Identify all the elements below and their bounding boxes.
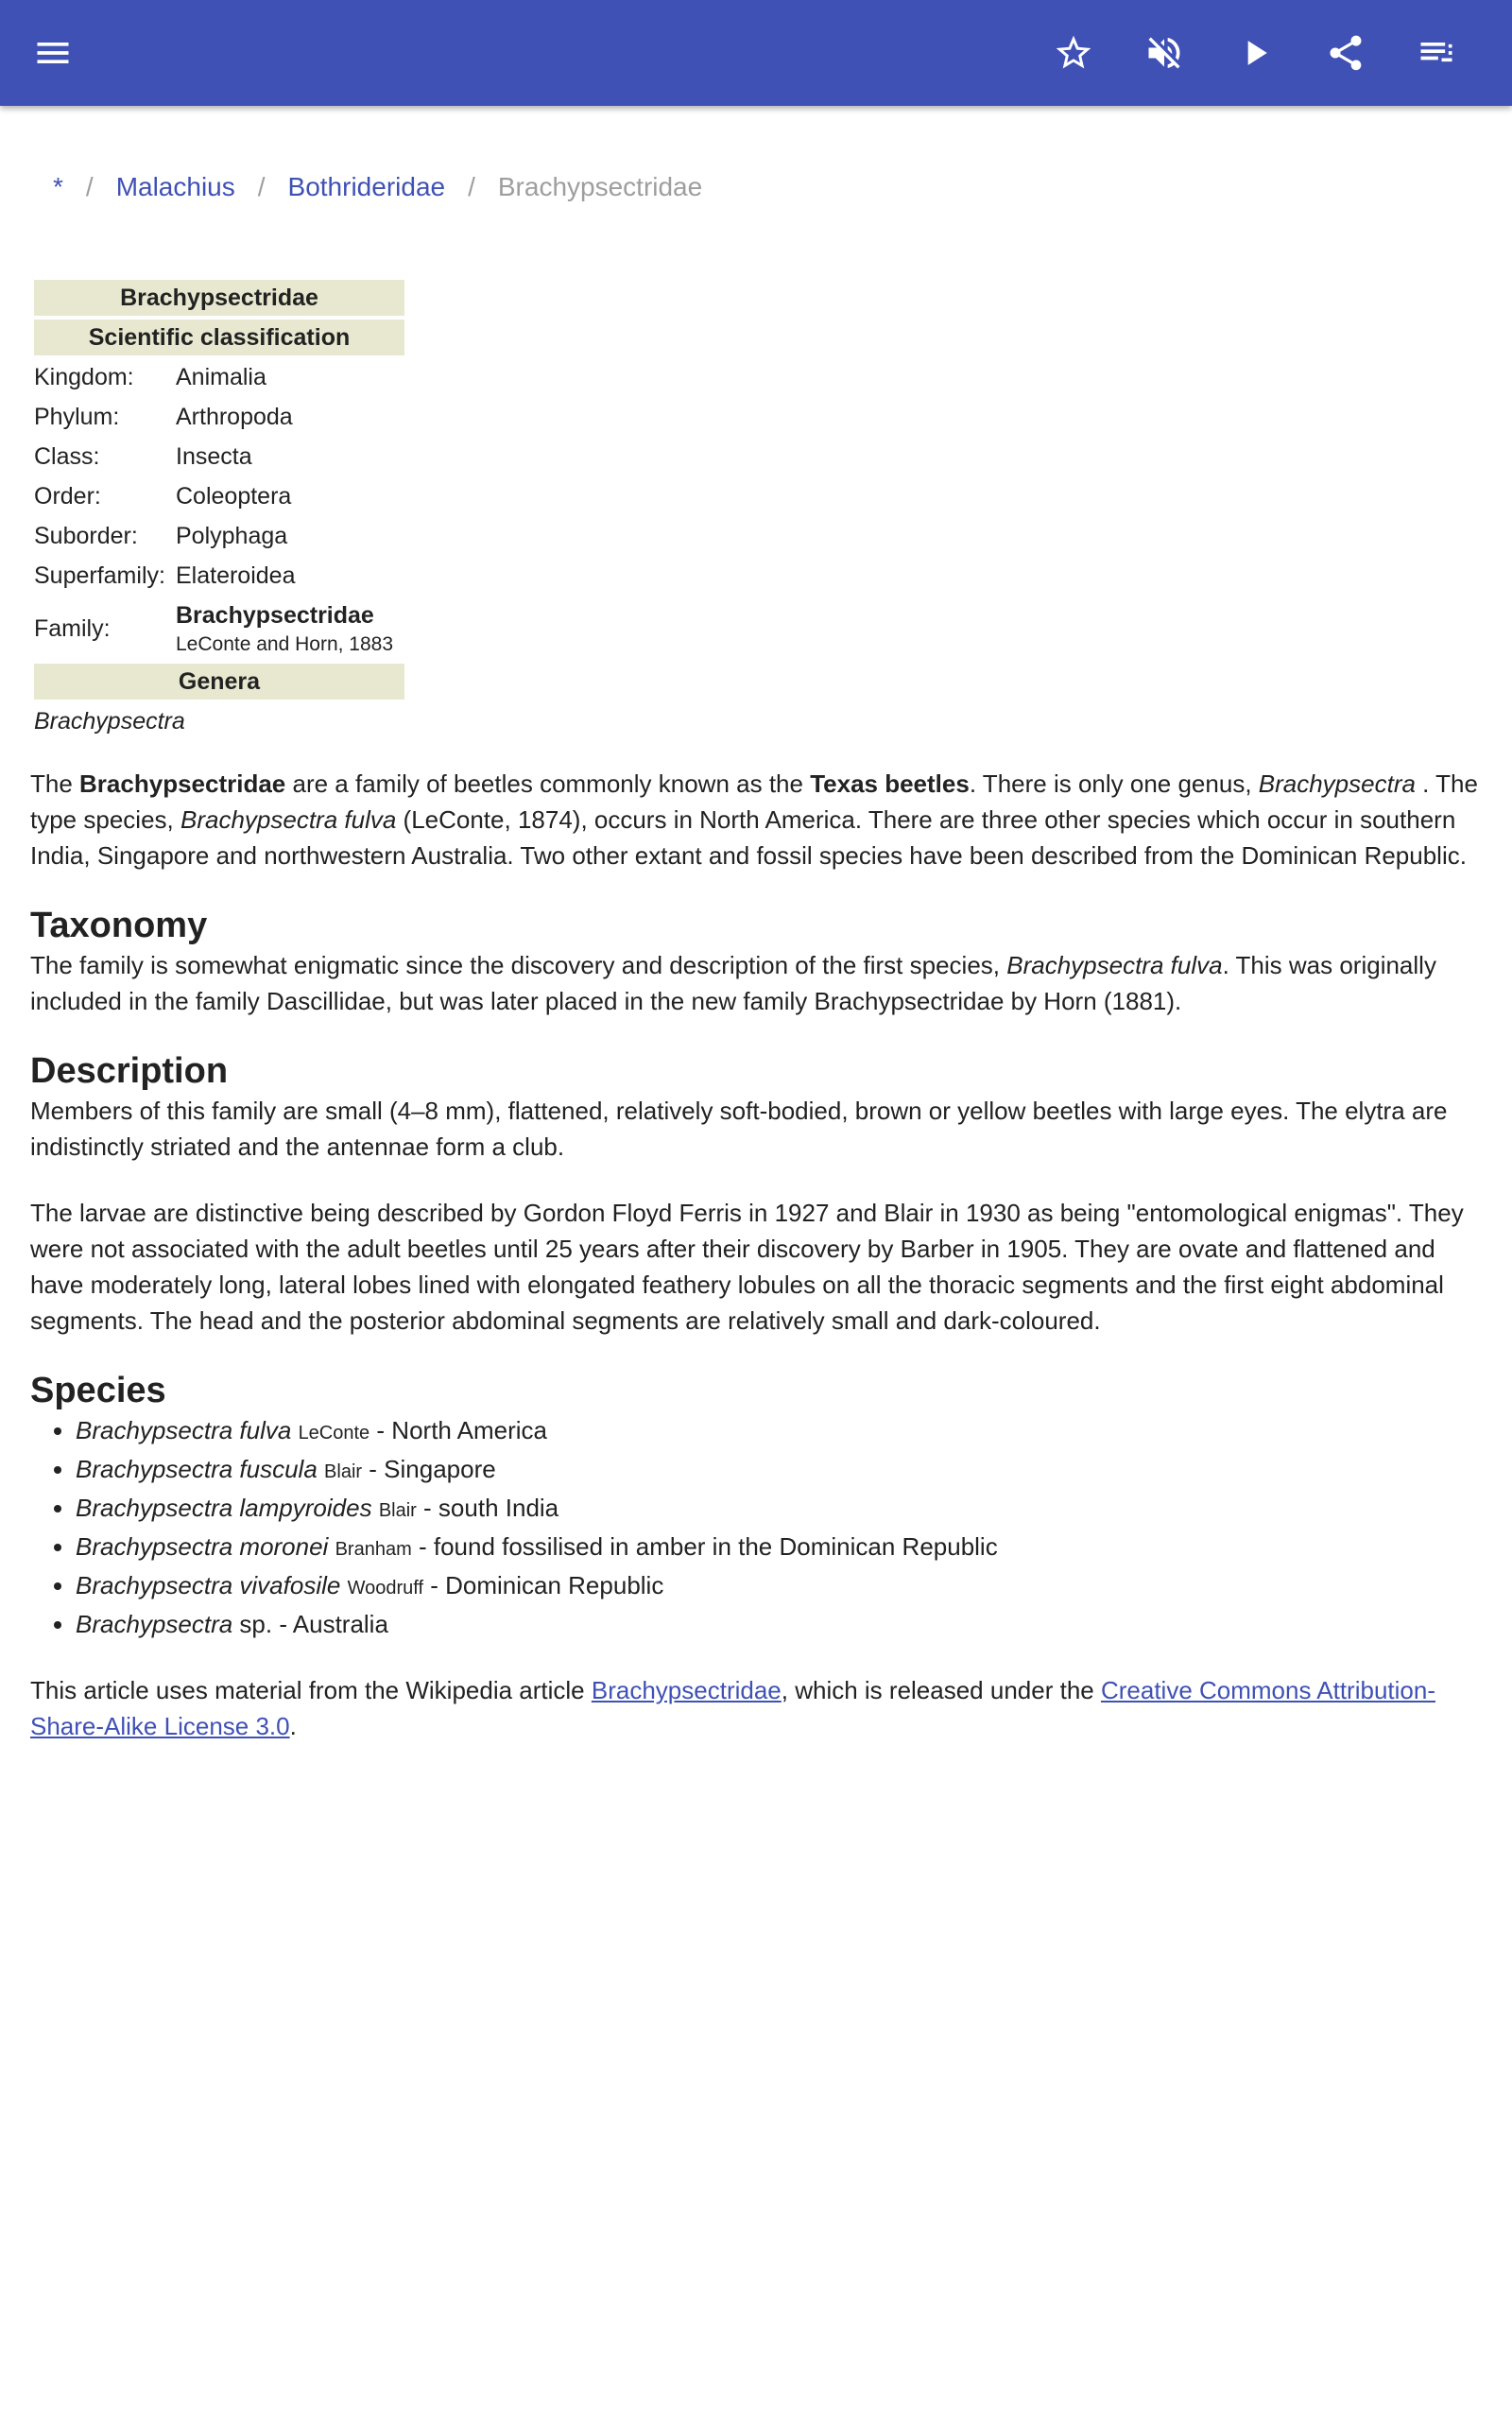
text: . — [289, 1712, 297, 1740]
menu-icon — [32, 32, 74, 74]
text: This article uses material from the Wikipedia article — [30, 1676, 592, 1704]
species-range: - Dominican Republic — [423, 1571, 664, 1599]
list-item — [76, 1606, 1486, 1642]
bold-common-name: Texas beetles — [810, 769, 970, 798]
species-authority: Branham — [335, 1539, 412, 1560]
family-authority: LeConte and Horn, 1883 — [176, 633, 394, 655]
star-icon — [1053, 32, 1094, 74]
intro-paragraph — [30, 766, 1486, 873]
article-body — [30, 766, 1486, 1774]
rank-label: Order: — [34, 483, 101, 510]
description-heading: Description — [30, 1051, 229, 1091]
taxobox-row — [34, 439, 404, 475]
play-button[interactable] — [1225, 23, 1285, 83]
list-item — [76, 1412, 1486, 1451]
species-name: Brachypsectra — [76, 1610, 233, 1638]
species-authority: Blair — [324, 1461, 363, 1482]
license-link[interactable]: Creative Commons Attribution-Share-Alike License 3.0 — [30, 1676, 1435, 1740]
text: The family is somewhat enigmatic since the discovery and description of the first species, — [30, 951, 1007, 979]
breadcrumb-current: Brachypsectridae — [497, 172, 703, 201]
species-name: Brachypsectra lampyroides — [76, 1494, 372, 1522]
breadcrumb-separator: / — [468, 172, 475, 201]
italic-species: Brachypsectra fulva — [1006, 951, 1223, 979]
app-bar — [0, 0, 1512, 106]
text: . There is only one genus, — [969, 769, 1259, 798]
rank-value: Arthropoda — [176, 404, 293, 430]
playlist-button[interactable] — [1406, 23, 1467, 83]
play-icon — [1234, 32, 1276, 74]
genera-header: Genera — [34, 664, 404, 700]
share-icon — [1325, 32, 1366, 74]
species-range: - North America — [369, 1416, 548, 1444]
larvae-paragraph: The larvae are distinctive being described by Gordon Floyd Ferris in 1927 and Blair in 1930 as being "entomological enigmas". They were not associated with the adult beetles until 25 years after their discovery by Barber in 1905. They are ovate and flattened and have moderately long, lateral lobes lined with elongated feathery lobules on all the thoracic segments and the first eight abdominal segments. The head and the posterior abdominal segments are relatively small and dark-coloured. — [30, 1199, 1464, 1335]
species-name: Brachypsectra fuscula — [76, 1455, 318, 1483]
list-item — [76, 1529, 1486, 1567]
species-authority: Blair — [378, 1500, 417, 1521]
species-authority: Woodruff — [347, 1578, 423, 1599]
taxobox-title: Brachypsectridae — [34, 280, 404, 316]
rank-value: Elateroidea — [176, 562, 296, 589]
rank-value: Coleoptera — [176, 483, 292, 510]
rank-label: Kingdom: — [34, 364, 134, 390]
species-range: - Singapore — [362, 1455, 496, 1483]
wikipedia-article-link[interactable]: Brachypsectridae — [591, 1676, 782, 1704]
species-range: - found fossilised in amber in the Dominican Republic — [411, 1532, 998, 1561]
rank-label: Phylum: — [34, 404, 120, 430]
text: , which is released under the — [781, 1676, 1101, 1704]
breadcrumb-root[interactable]: * — [53, 172, 63, 201]
text: . The type species, — [30, 769, 1478, 834]
playlist-icon — [1416, 32, 1457, 74]
breadcrumb-separator: / — [85, 172, 94, 201]
mute-icon — [1143, 32, 1185, 74]
species-name: Brachypsectra fulva — [76, 1416, 292, 1444]
genus-name: Brachypsectra — [34, 708, 185, 735]
description-paragraph: Members of this family are small (4–8 mm), flattened, relatively soft-bodied, brown or yellow beetles with large eyes. The elytra are indistinctly striated and the antennae form a club. — [30, 1097, 1448, 1161]
taxonomy-heading: Taxonomy — [30, 906, 208, 945]
share-button[interactable] — [1315, 23, 1376, 83]
mute-button[interactable] — [1134, 23, 1194, 83]
species-name: Brachypsectra vivafosile — [76, 1571, 341, 1599]
rank-label: Suborder: — [34, 523, 138, 549]
taxobox-row — [34, 518, 404, 554]
rank-label: Superfamily: — [34, 562, 165, 589]
species-range: sp. - Australia — [232, 1610, 388, 1638]
breadcrumb-item-malachius[interactable]: Malachius — [115, 172, 235, 201]
text: are a family of beetles commonly known as the — [285, 769, 811, 798]
menu-button[interactable] — [23, 23, 83, 83]
classification-header: Scientific classification — [34, 320, 404, 355]
bold-family-name: Brachypsectridae — [79, 769, 286, 798]
rank-label: Class: — [34, 443, 100, 470]
text: The — [30, 769, 80, 798]
italic-species: Brachypsectra fulva — [180, 805, 397, 834]
favorite-button[interactable] — [1043, 23, 1104, 83]
text: . This was originally included in the family Dascillidae, but was later placed in the new family Brachypsectridae by Horn (1881). — [30, 951, 1436, 1015]
species-range: - south India — [416, 1494, 559, 1522]
taxobox-row — [34, 359, 404, 395]
species-heading: Species — [30, 1371, 166, 1410]
rank-value: Animalia — [176, 364, 266, 390]
species-authority: LeConte — [298, 1423, 370, 1443]
taxobox — [34, 276, 404, 743]
list-item — [76, 1451, 1486, 1490]
rank-value: Insecta — [176, 443, 252, 470]
rank-value: Polyphaga — [176, 523, 288, 549]
species-list — [30, 1412, 1486, 1642]
list-item — [76, 1490, 1486, 1529]
license-notice — [30, 1672, 1486, 1744]
taxobox-row — [34, 478, 404, 514]
family-value — [176, 597, 404, 660]
family-name: Brachypsectridae — [176, 602, 374, 629]
rank-label: Family: — [34, 615, 111, 642]
species-name: Brachypsectra moronei — [76, 1532, 329, 1561]
taxobox-row-family — [34, 597, 404, 660]
taxobox-row — [34, 399, 404, 435]
italic-genus: Brachypsectra — [1258, 769, 1416, 798]
taxonomy-paragraph — [30, 947, 1486, 1019]
breadcrumb-separator: / — [257, 172, 266, 201]
taxobox-row — [34, 558, 404, 594]
list-item — [76, 1567, 1486, 1606]
breadcrumb-item-bothrideridae[interactable]: Bothrideridae — [287, 172, 446, 201]
text: (LeConte, 1874), occurs in North America. There are three other species which occur in southern India, Singapore and northwestern Australia. Two other extant and fossil species have been described from the Dominican Republic. — [30, 805, 1467, 870]
breadcrumb — [53, 166, 702, 208]
